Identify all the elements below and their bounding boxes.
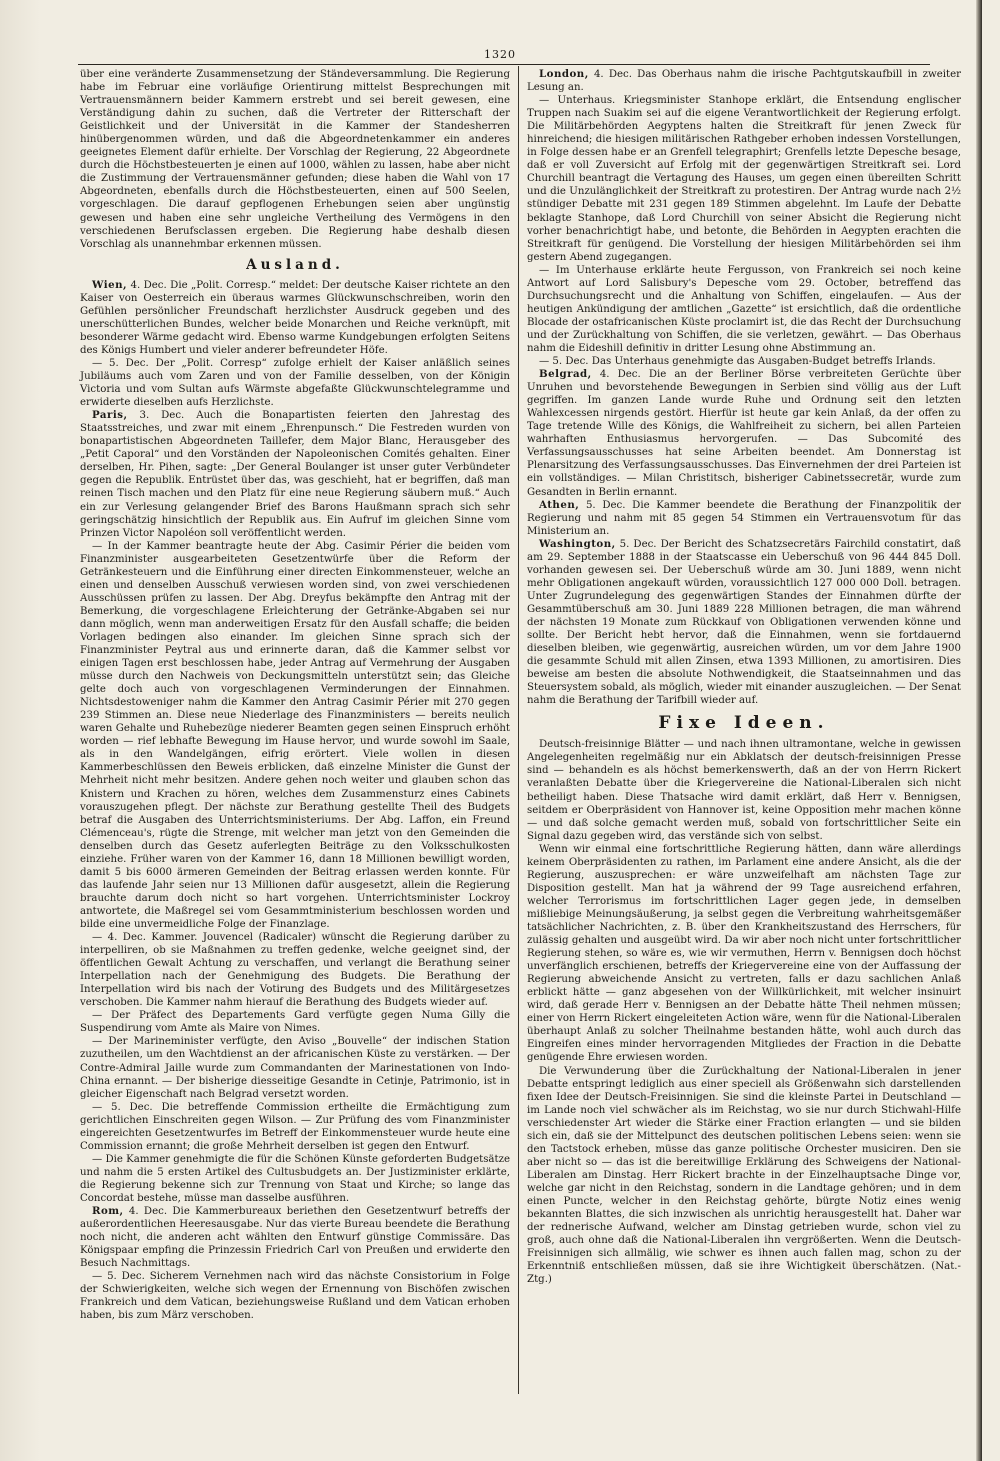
dateline-date: — 4. Dec. Kammer. — [92, 932, 198, 944]
page-number: 1320 — [484, 48, 516, 61]
header-rule — [78, 64, 930, 65]
essay-paragraph: Deutsch-freisinnige Blätter — und nach ihnen ultramontane, welche in gewissen Angelegenheiten regelmäßig nur ein Abklatsch der deutsch-freisinnigen Presse sind — behandeln es als höchst bemerkenswerth, daß an der von Herrn Rickert veranlaßten Debatte über die Kriegervereine die National-Liberalen sich nicht betheiligt haben. Diese Thatsache wird damit erklärt, daß Herr v. Bennigsen, seitdem er Oberpräsident von Hannover ist, keine Opposition mehr machen könne — und daß solche gemacht werden muß, sobald von fortschrittlicher Seite ein Signal dazu gegeben wird, das verstände sich von selbst. — [527, 739, 961, 842]
news-item — [527, 355, 961, 368]
page-binding-edge — [976, 0, 982, 1461]
dateline-date: 3. Dec. — [139, 410, 185, 422]
news-text: Die betreffende Commission ertheilte die Ermächtigung zum gerichtlichen Einschreiten gegen Wilson. — Zur Prüfung des vom Finanzminister eingereichten Gesetzentwurfes im Betreff der Einkommensteuer wurde heute eine Commission ernannt; die große Mehrheit derselben ist gegen den Entwurf. — [80, 1101, 510, 1152]
news-item — [80, 409, 510, 539]
news-text: Kriegsminister Stanhope erklärt, die Entsendung englischer Truppen nach Suakim sei auf die eigene Verantwortlichkeit der Regierung erfolgt. Die Militärbehörden Aegyptens halten die Streitkraft für jenen Zweck für hinreichend; die hiesigen militärischen Rathgeber erhoben indessen Vorstellungen, in Folge dessen habe er an Grenfell telegraphirt; Grenfells letzte Depesche besage, daß er voll Zuversicht auf Erfolg mit der gegenwärtigen Streitkraft sei. Lord Churchill beantragt die Vertagung des Hauses, um gegen einen übereilten Schritt und die Unzulänglichkeit der Streitkraft zu protestiren. Der Antrag wurde nach 2½ stündiger Debatte mit 231 gegen 189 Stimmen abgelehnt. Im Laufe der Debatte beklagte Stanhope, daß Lord Churchill von seiner Absicht die Regierung nicht vorher benachrichtigt habe, und betonte, die Behörden in Aegypten erachten die Streitkraft für genügend. Die Vorstellung der hiesigen Militärbehörden sei ihm gestern Abend zugegangen. — [527, 95, 961, 263]
news-item — [80, 931, 510, 1009]
news-item — [80, 1205, 510, 1270]
news-text: Der Bericht des Schatzsecretärs Fairchild constatirt, daß am 29. September 1888 in der Staatscasse ein Ueberschuß von 96 444 845 Doll. vorhanden gewesen sei. Der Ueberschuß würde am 30. Juni 1889, wenn nicht mehr Obligationen angekauft würden, voraussichtlich 127 000 000 Doll. betragen. Unter Zugrundelegung des gegenwärtigen Standes der Einnahmen dürfte der Gesammtüberschuß am 30. Juni 1889 228 Millionen betragen, die man während der nächsten 19 Monate zum Rückkauf von Obligationen verwenden könne und sollte. Der Bericht hebt hervor, daß die Einnahmen, wenn sie fortdauernd dieselben bleiben, wie gegenwärtig, ausreichen würden, um vor dem Jahre 1900 die gesammte Schuld mit allen Zinsen, etwa 1393 Millionen, zu amortisiren. Dies beweise am besten die absolute Nothwendigkeit, die Staatseinnahmen und das Steuersystem sobald, als möglich, wieder mit einander auszugleichen. — Der Senat nahm die Berathung der Tarifbill wieder auf. — [527, 538, 961, 707]
news-text: Die an der Berliner Börse verbreiteten Gerüchte über Unruhen und bevorstehende Bewegungen in Serbien sind völlig aus der Luft gegriffen. Im ganzen Lande wurde Ruhe und Ordnung seit den letzten Wahlexcessen nirgends gestört. Hierfür ist heute gar kein Anlaß, da der offen zu Tage tretende Wille des Königs, die Wahlfreiheit zu sichern, bei allen Parteien wahrhaften Enthusiasmus hervorgerufen. — Das Subcomité des Verfassungsausschusses hat seine Arbeiten beendet. Am Donnerstag ist Plenarsitzung des Verfassungsausschusses. Das Einvernehmen der drei Parteien ist ein vollständiges. — Milan Christitsch, bisheriger Cabinetssecretär, wurde zum Gesandten in Berlin ernannt. — [527, 369, 961, 498]
right-articles — [527, 68, 961, 707]
news-item — [80, 1101, 510, 1153]
dateline-date: — 5. Dec. — [539, 356, 589, 368]
section-title-ausland: Ausland. — [246, 256, 344, 273]
essay-paragraph: Wenn wir einmal eine fortschrittliche Regierung hätten, dann wäre allerdings keinem Oberpräsidenten zu rathen, im Parlament eine andere Ansicht, als die der Regierung, auszusprechen: er wäre unzweifelhaft am nächsten Tage zur Disposition gestellt. Man hat ja während der 99 Tage ausreichend erfahren, welcher Terrorismus im fortschrittlichen Lager gegen jede, in demselben mißliebige Meinungsäußerung, ja selbst gegen die Verbreitung wahrheitsgemäßer tatsächlicher Nachrichten, z. B. über den Krankheitszustand des Herrschers, für zulässig gehalten und ausgeübt wird. Da wir aber noch nicht unter fortschrittlicher Regierung stehen, so wäre es, wie wir vermuthen, Herrn v. Bennigsen doch höchst unverfänglich erschienen, betreffs der Kriegervereine eine von der Auffassung der Regierung abweichende Ansicht zu vertreten, falls er dazu sachlichen Anlaß erblickt hätte — ganz abgesehen von der Willkürlichkeit, mit welcher insinuirt wird, daß gerade Herr v. Bennigsen an der Debatte hätte Theil nehmen müssen; einer von Herrn Rickert eingeleiteten Action wäre, wenn für die National-Liberalen überhaupt Anlaß zu solcher Theilnahme bestanden hätte, wohl auch durch das Eingreifen eines minder hervorragenden Mitgliedes der Fraction in die Debatte genügende Ehre erwiesen worden. — [527, 843, 961, 1064]
news-text: — Im Unterhause erklärte heute Fergusson, von Frankreich sei noch keine Antwort auf Lord Salisbury's Depesche vom 29. October, betreffend das Durchsuchungsrecht und die Anhaltung von Schiffen, eingelaufen. — Aus der heutigen Ankündigung der amtlichen „Gazette“ ist ersichtlich, daß die ordentliche Blocade der ostafricanischen Küste proclamirt ist, die das Recht der Durchsuchung und der Zurückhaltung von Schiffen, die sie verletzen, gewährt. — Das Oberhaus nahm die Eideshill definitiv in dritter Lesung ohne Abstimmung an. — [527, 264, 961, 354]
news-text: Sicherem Vernehmen nach wird das nächste Consistorium in Folge der Schwierigkeiten, welche sich wegen der Ernennung von Bischöfen zwischen Frankreich und dem Vatican, beziehungsweise Rußland und dem Vatican erhoben haben, bis zum März verschoben. — [80, 1271, 510, 1322]
news-text: Auch die Bonapartisten feierten den Jahrestag des Staatsstreiches, und zwar mit einem „Ehrenpunsch.“ Die Festreden wurden von bonapartistischen Abgeordneten Taillefer, dem Major Blanc, Herausgeber des „Petit Caporal“ und den Vorständen der Napoleonischen Comités gehalten. Einer derselben, Hr. Pihen, sagte: „Der General Boulanger ist unser guter Verbündeter gegen die Republik. Entrüstet über das, was geschieht, hat er begriffen, daß man reinen Tisch machen und den Platz für eine neue Regierung säubern muß.“ Auch ein zur Verlesung gelangender Brief des Barons Haußmann sprach sich sehr geringschätzig hinsichtlich der Republik aus. Ein Aufruf im gleichen Sinne vom Prinzen Victor Napoléon soll veröffentlicht werden. — [80, 410, 510, 539]
dateline-place: Rom, — [92, 1205, 124, 1218]
news-text: — Die Kammer genehmigte die für die Schönen Künste geforderten Budgetsätze und nahm die 5 ersten Artikel des Cultusbudgets an. Der Justizminister erklärte, die Regierung bekenne sich zur Trennung von Staat und Kirche; so lange das Concordat bestehe, müsse man dasselbe ausführen. — [80, 1153, 510, 1204]
section-title-fixe-ideen: Fixe Ideen. — [658, 713, 830, 734]
dateline-date: — 5. Dec. — [92, 1271, 145, 1283]
dateline-place: Washington, — [539, 537, 616, 550]
news-item — [80, 1009, 510, 1035]
news-item — [80, 540, 510, 931]
news-item — [80, 1153, 510, 1205]
news-item — [80, 1035, 510, 1100]
news-text: Die Kammerbureaux beriethen den Gesetzentwurf betreffs der außerordentlichen Heeresausgabe. Nur das vierte Bureau beendete die Berathung noch nicht, die anderen acht wählten den Entwurf günstige Commissäre. Das Königspaar empfing die Prinzessin Friedrich Carl von Preußen und erwiderte den Besuch Nachmittags. — [80, 1206, 510, 1270]
dateline-place: Wien, — [92, 278, 128, 291]
news-item — [80, 279, 510, 357]
dateline-date: — 5. Dec. — [92, 357, 149, 369]
news-text: — Der Marineminister verfügte, den Aviso „Bouvelle“ der indischen Station zuzutheilen, um den Wachtdienst an der africanischen Küste zu verstärken. — Der Contre-Admiral Jaille wurde zum Commandanten der Marinestationen von Indo-China ernannt. — Der bisherige diesseitige Gesandte in Cetinje, Patrimonio, ist in gleicher Eigenschaft nach Belgrad versetzt worden. — [80, 1036, 510, 1100]
dateline-date: 5. Dec. — [619, 538, 657, 550]
news-text: — Der Präfect des Departements Gard verfügte gegen Numa Gilly die Suspendirung vom Amte als Maire von Nimes. — [80, 1010, 510, 1035]
news-item — [527, 68, 961, 94]
news-text: beantragte heute der Abg. Casimir Périer die beiden vom Finanzminister ausgearbeiteten Gesetzentwürfe über die Reform der Getränkesteuern und die Einführung einer directen Einkommensteuer, welche an einen und denselben Ausschuß verwiesen worden sind, von zwei verschiedenen Ausschüssen prüfen zu lassen. Der Abg. Dreyfus bekämpfte den Antrag mit der Bemerkung, die vorgeschlagene Erleichterung der Getränke-Abgaben sei nur dann möglich, wenn man anderweitigen Ersatz für den Ausfall schaffe; die beiden Vorlagen bedingen also einander. Im gleichen Sinne sprach sich der Finanzminister Peytral aus und erinnerte daran, daß die Kammer selbst vor einigen Tagen erst beschlossen habe, jeder Antrag auf Vermehrung der Ausgaben müsse durch den Nachweis von Deckungsmitteln unterstützt sein; das Gleiche gelte doch auch von vorgeschlagenen Verminderungen der Einnahmen. Nichtsdestoweniger nahm die Kammer den Antrag Casimir Périer mit 270 gegen 239 Stimmen an. Diese neue Niederlage des Finanzministers — bereits neulich waren Gehalte und Ruhebezüge niederer Beamten gegen seinen Einspruch erhöht worden — rief lebhafte Bewegung im Hause hervor, und wurde sowohl im Saale, als in den Wandelgängen, eifrig erörtert. Viele wollen in diesen Kammerbeschlüssen den Beweis erblicken, daß einzelne Minister die Gunst der Mehrheit nicht mehr besitzen. Andere gehen noch weiter und glauben schon das Knistern und Krachen zu hören, welches dem Zusammensturz eines Cabinets vorauszugehen pflegt. Der nächste zur Berathung gestellte Theil des Budgets betraf die Ausgaben des Unterrichtsministeriums. Der Abg. Laffon, ein Freund Clémenceau's, rügte die Strenge, mit welcher man jetzt von den Gemeinden die denselben durch das Gesetz auferlegten Beiträge zu den Volksschulkosten einziehe. Früher waren von der Kammer 16, dann 18 Millionen bewilligt worden, damit 5 bis 6000 ärmeren Gemeinden der Beitrag erlassen werden konnte. Für das laufende Jahr seien nur 13 Millionen dafür ausgesetzt, allein die Regierung brauchte darum doch nicht so hart vorgehen. Unterrichtsminister Lockroy antwortete, die Maßregel sei vom Gesammtministerium beschlossen worden und bilde eine unvermeidliche Folge der Finanzlage. — [80, 540, 510, 930]
essay — [527, 738, 961, 1286]
dateline-date: — 5. Dec. — [92, 1101, 153, 1113]
left-articles — [80, 279, 510, 1323]
news-text: Jouvencel (Radicaler) wünscht die Regierung darüber zu interpelliren, ob sie Maßnahmen zu treffen gedenke, welche geeignet sind, der öffentlichen Gewalt Achtung zu verschaffen, und verlangt die Berathung seiner Interpellation nach der Genehmigung des Budgets. Die Berathung der Interpellation wird bis nach der Votirung des Budgets und des Militärgesetzes verschoben. Die Kammer nahm hierauf die Berathung des Budgets wieder auf. — [80, 932, 510, 1009]
dateline-date: 4. Dec. — [599, 369, 641, 381]
news-item — [527, 499, 961, 538]
dateline-place: Athen, — [539, 498, 580, 511]
essay-paragraph: Die Verwunderung über die Zurückhaltung der National-Liberalen in jener Debatte entspringt lediglich aus einer speciell als Größenwahn sich darstellenden fixen Idee der Deutsch-Freisinnigen. Sie sind die kleinste Partei in Deutschland — im Lande noch viel schwächer als im Reichstag, wo sie nur durch Stichwahl-Hilfe verschiedenster Art wieder die Stärke einer Fraction erlangten — und sie bilden sich ein, daß sie der Mittelpunct des deutschen politischen Lebens seien: wenn sie den Tactstock erheben, müsse das ganze politische Orchester musiciren. Den sie aber nicht so — das ist die bereitwillige Erklärung des Schweigens der National-Liberalen am Dinstag. Herr Rickert brachte in der Einzelhauptsache Dinge vor, welche gar nicht in den Reichstag, sondern in die Landtage gehören; und in dem einen Puncte, welcher in den Reichstag gehörte, bürgte Notiz eines wenig bekannten Blattes, die sich inzwischen als unrichtig herausgestellt hat. Daher war der rednerische Aufwand, welcher am Dinstag getrieben wurde, schon viel zu groß, auch ohne daß die National-Liberalen ihn vergrößerten. Wenn die Deutsch-Freisinnigen sich allmälig, wie schwer es ihnen auch fallen mag, schon zu der Erkenntniß entschließen müssen, daß sie ihre Wichtigkeit überschätzen. (Nat.-Ztg.) — [527, 1065, 961, 1286]
dateline-date: 4. Dec. — [128, 1206, 168, 1218]
news-text: Die „Polit. Corresp.“ meldet: Der deutsche Kaiser richtete an den Kaiser von Oesterreich ein überaus warmes Glückwunschschreiben, worin den Gefühlen persönlicher Freundschaft herzlichster Ausdruck gegeben und des unerschütterlichen Bundes, welcher beide Monarchen und Reiche verknüpft, mit besonderer Wärme gedacht wird. Ebenso warme Kundgebungen erfolgten Seitens des Königs Humbert und vieler anderer befreundeter Höfe. — [80, 279, 510, 356]
dateline-date: 4. Dec. — [593, 69, 632, 80]
intro-paragraph: über eine veränderte Zusammensetzung der Ständeversammlung. Die Regierung habe im Februar eine vorläufige Orientirung mittelst Besprechungen mit Vertrauensmännern beider Kammern erstrebt und sei bereit gewesen, eine Verständigung dahin zu suchen, daß die Vertreter der Ritterschaft der Geistlichkeit und der Universität in die Kammer der Standesherren hinübergenommen würden, und daß die Abgeordnetenkammer ein anderes geeignetes Element dafür erhielte. Der Vorschlag der Regierung, 22 Abgeordnete durch die Höchstbesteuerten je einen auf 1000, wählen zu lassen, habe aber nicht die Zustimmung der Vertrauensmänner gefunden; diese haben die Wahl von 17 Abgeordneten, ebenfalls durch die Höchstbesteuerten, einen auf 500 Seelen, vorgeschlagen. Die darauf gepflogenen Erhebungen seien aber ungünstig gewesen und haben eine sehr ungleiche Vertheilung des Vermögens in den verschiedenen Berufsclassen ergeben. Die Regierung habe deshalb diesen Vorschlag als unannehmbar erkennen müssen. — [80, 69, 510, 250]
dateline-place: London, — [539, 68, 589, 80]
news-text: Die Kammer beendete die Berathung der Finanzpolitik der Regierung und nahm mit 85 gegen 54 Stimmen ein Vertrauensvotum für das Ministerium an. — [527, 499, 961, 537]
news-item — [527, 538, 961, 708]
column-divider — [518, 66, 519, 1394]
news-item — [527, 264, 961, 355]
left-column — [80, 68, 510, 1322]
page-edge-stain — [0, 0, 40, 1461]
news-item — [527, 94, 961, 264]
dateline-date: — Unterhaus. — [539, 95, 616, 107]
news-item — [80, 357, 510, 409]
dateline-date: 5. Dec. — [585, 499, 626, 511]
dateline-date: 4. Dec. — [130, 279, 167, 291]
dateline-place: Belgrad, — [539, 368, 592, 381]
news-item — [80, 1270, 510, 1322]
dateline-date: — In der Kammer — [92, 540, 191, 552]
news-item — [527, 368, 961, 498]
news-text: Der „Polit. Corresp“ zufolge erhielt der Kaiser anläßlich seines Jubiläums auch vom Zaren und von der Familie desselben, von der Königin Victoria und vom Sultan aufs Wärmste abgefaßte Glückwunschtelegramme und erwiderte dieselben aufs Herzlichste. — [80, 357, 510, 409]
dateline-place: Paris, — [92, 409, 128, 422]
news-text: Das Oberhaus nahm die irische Pachtgutskaufbill in zweiter Lesung an. — [527, 69, 961, 94]
news-text: Das Unterhaus genehmigte das Ausgaben-Budget betreffs Irlands. — [591, 356, 936, 368]
right-column — [527, 68, 961, 1286]
